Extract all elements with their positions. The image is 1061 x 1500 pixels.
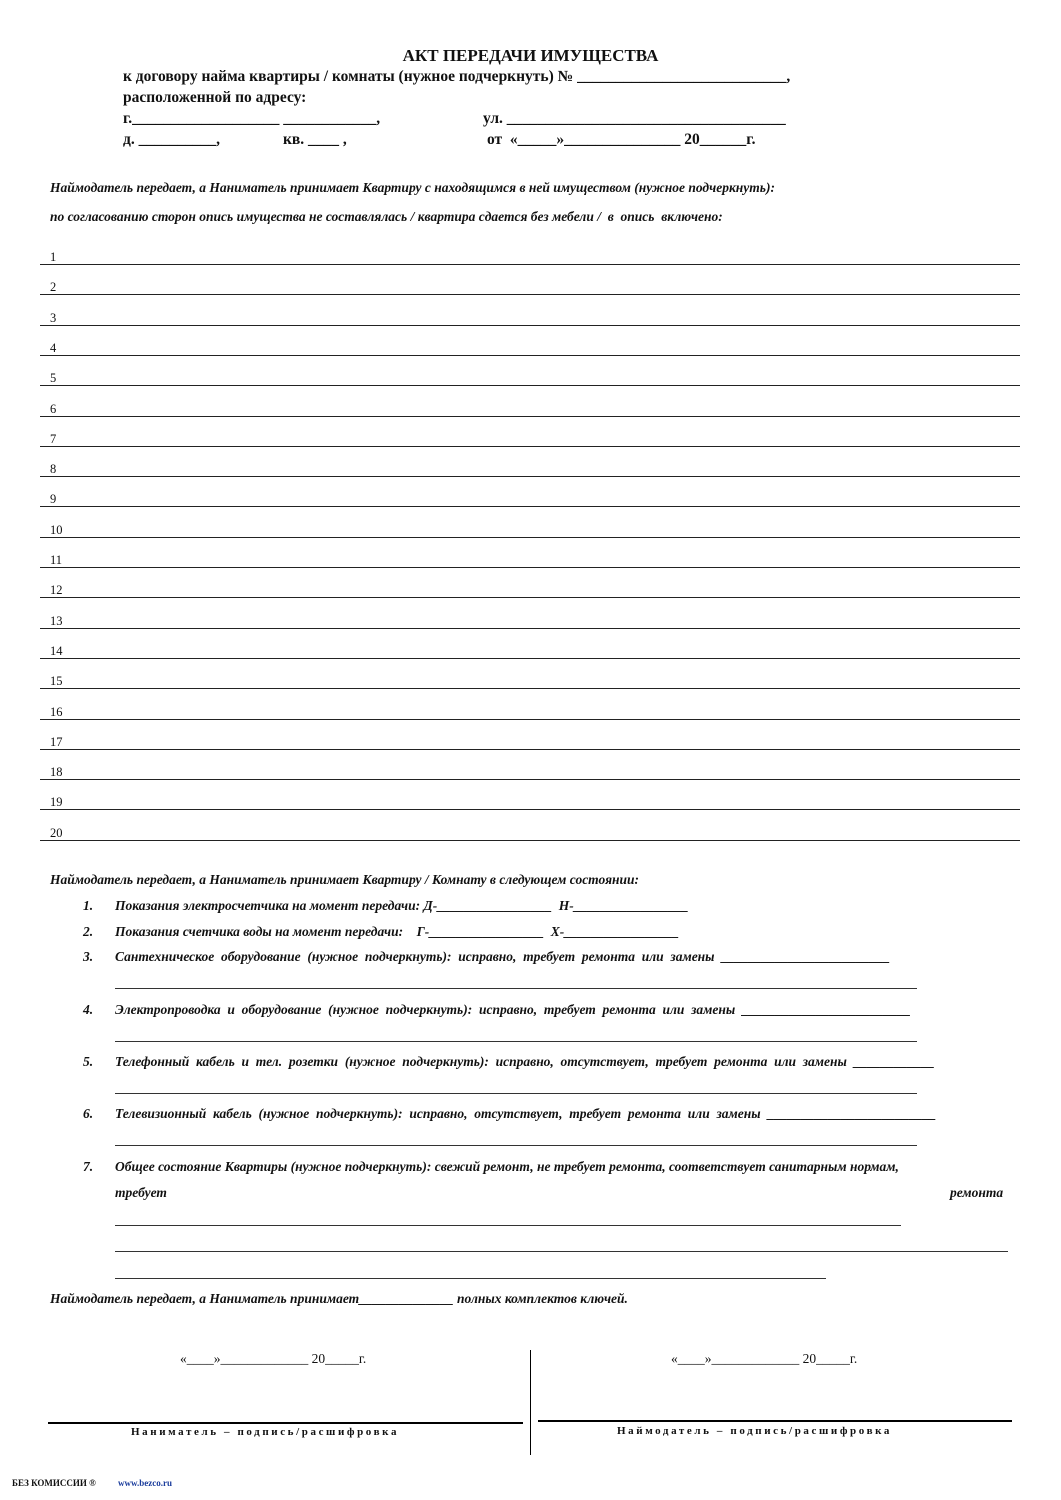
document-title: АКТ ПЕРЕДАЧИ ИМУЩЕСТВА (402, 46, 659, 65)
condition-item-overall: Общее состояние Квартиры (нужное подчеркнуть): свежий ремонт, не требует ремонта, соответствует санитарным нормам, (115, 1159, 899, 1174)
inventory-row-number: 3 (50, 310, 57, 325)
inventory-row-line[interactable] (40, 294, 1020, 295)
inventory-row-line[interactable] (40, 506, 1020, 507)
keys-line: Наймодатель передает, а Наниматель принимает______________ полных комплектов ключей. (50, 1291, 628, 1306)
fill-line (115, 988, 917, 989)
inventory-row-number: 17 (50, 734, 63, 749)
inventory-row-line[interactable] (40, 688, 1020, 689)
inventory-row-line[interactable] (40, 809, 1020, 810)
fill-line (115, 1251, 1008, 1252)
inventory-row-number: 1 (50, 250, 57, 264)
contract-line: к договору найма квартиры / комнаты (нужное подчеркнуть) № ___________________________, (123, 68, 791, 85)
inventory-row-line[interactable] (40, 264, 1020, 265)
inventory-row-line[interactable] (40, 658, 1020, 659)
contract-date-line: от «_____»_______________ 20______г. (487, 131, 756, 148)
inventory-row-number: 8 (50, 462, 57, 477)
inventory-row-number: 13 (50, 613, 63, 628)
inventory-row-number: 18 (50, 765, 63, 780)
inventory-row-number: 15 (50, 674, 63, 689)
condition-item-num: 6. (83, 1106, 94, 1121)
condition-item-electricity: Показания электросчетчика на момент передачи: Д-_________________ Н-_________________ (115, 898, 689, 913)
tenant-signature-caption: Наниматель – подпись/расшифровка (131, 1426, 400, 1438)
condition-item-num: 2. (83, 924, 94, 939)
inventory-row-line[interactable] (40, 446, 1020, 447)
inventory-row-line[interactable] (40, 567, 1020, 568)
condition-item-wiring: Электропроводка и оборудование (нужное подчеркнуть): исправно, требует ремонта или замены _________________________ (115, 1002, 911, 1017)
inventory-row-number: 10 (50, 522, 63, 537)
inventory-row-line[interactable] (40, 749, 1020, 750)
fill-line (115, 1278, 826, 1279)
fill-line (115, 1145, 917, 1146)
inventory-row-number: 12 (50, 583, 63, 598)
inventory-row-number: 5 (50, 371, 57, 386)
condition-item-num: 4. (83, 1002, 94, 1017)
street-line: ул. ____________________________________ (483, 110, 786, 127)
inventory-row-line[interactable] (40, 537, 1020, 538)
condition-item-tv: Телевизионный кабель (нужное подчеркнуть): исправно, отсутствует, требует ремонта или замены _________________________ (115, 1106, 937, 1121)
inventory-row-line[interactable] (40, 325, 1020, 326)
condition-item-plumbing: Сантехническое оборудование (нужное подчеркнуть): исправно, требует ремонта или замены _________________________ (115, 949, 891, 964)
footer-brand: БЕЗ КОМИССИИ ® (12, 1478, 96, 1488)
condition-item-num: 5. (83, 1054, 94, 1069)
signature-divider (530, 1350, 531, 1455)
inventory-row-number: 11 (50, 553, 63, 567)
intro-line-2: по согласованию сторон опись имущества не составлялась / квартира сдается без мебели / в опись включено: (50, 209, 723, 224)
inventory-row-number: 9 (50, 492, 57, 507)
fill-line (115, 1093, 917, 1094)
condition-item-num: 1. (83, 898, 94, 913)
inventory-row-number: 14 (50, 643, 63, 658)
condition-heading: Наймодатель передает, а Наниматель принимает Квартиру / Комнату в следующем состоянии: (50, 872, 640, 887)
inventory-row-line[interactable] (40, 719, 1020, 720)
inventory-row-line[interactable] (40, 840, 1020, 841)
inventory-row-number: 16 (50, 704, 63, 719)
inventory-row-number: 2 (50, 280, 57, 295)
condition-item-num: 7. (83, 1159, 94, 1174)
landlord-date: «____»_____________ 20_____г. (671, 1351, 858, 1366)
inventory-row-line[interactable] (40, 597, 1020, 598)
city-line: г.___________________ ____________, (123, 110, 381, 127)
address-line: расположенной по адресу: (123, 89, 307, 106)
condition-item-num: 3. (83, 949, 94, 964)
footer-link[interactable]: www.bezco.ru (118, 1478, 172, 1488)
condition-item-phone: Телефонный кабель и тел. розетки (нужное подчеркнуть): исправно, отсутствует, требует ремонта или замены ____________ (115, 1054, 935, 1069)
inventory-row-number: 19 (50, 795, 63, 810)
condition-item-overall-cont: требует (115, 1185, 167, 1200)
condition-item-overall-cont-right: ремонта (950, 1185, 1004, 1200)
tenant-signature-line (48, 1422, 523, 1424)
condition-item-water: Показания счетчика воды на момент передачи: Г-_________________ Х-_________________ (115, 924, 680, 939)
inventory-row-line[interactable] (40, 355, 1020, 356)
intro-line-1: Наймодатель передает, а Наниматель принимает Квартиру с находящимся в ней имуществом (нужное подчеркнуть): (50, 180, 775, 195)
inventory-row-line[interactable] (40, 416, 1020, 417)
inventory-row-line[interactable] (40, 628, 1020, 629)
landlord-signature-line (538, 1420, 1012, 1422)
landlord-signature-caption: Наймодатель – подпись/расшифровка (617, 1425, 892, 1437)
inventory-row-number: 6 (50, 401, 57, 416)
inventory-row-number: 4 (50, 340, 57, 355)
fill-line (115, 1041, 917, 1042)
inventory-row-number: 20 (50, 825, 63, 840)
tenant-date: «____»_____________ 20_____г. (180, 1351, 367, 1366)
inventory-row-line[interactable] (40, 779, 1020, 780)
inventory-row-number: 7 (50, 431, 57, 446)
apartment-line: кв. ____ , (283, 131, 347, 148)
fill-line (115, 1225, 901, 1226)
inventory-row-line[interactable] (40, 476, 1020, 477)
inventory-row-line[interactable] (40, 385, 1020, 386)
house-line: д. __________, (123, 131, 220, 148)
